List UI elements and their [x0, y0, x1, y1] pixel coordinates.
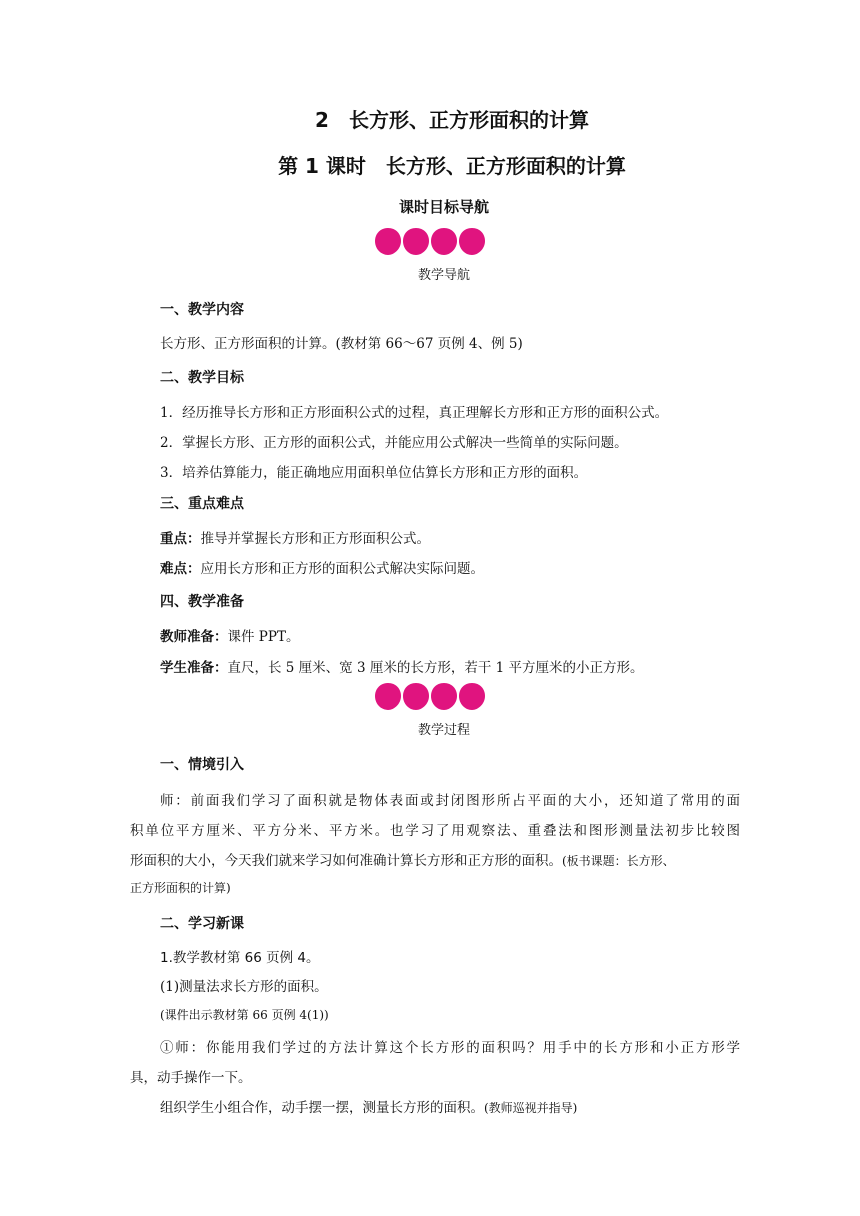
petal-icon — [403, 683, 429, 710]
step-1-heading: 1.教学教材第 66 页例 4。 — [160, 950, 320, 966]
group-work-line — [160, 1096, 770, 1116]
question-1-line-1: ①师：你能用我们学过的方法计算这个长方形的面积吗？用手中的长方形和小正方形学 — [160, 1040, 740, 1056]
petal-icon — [459, 228, 485, 255]
intro-paragraph-line-2: 积单位平方厘米、平方分米、平方米。也学习了用观察法、重叠法和图形测量法初步比较图 — [130, 823, 740, 839]
decorative-dots-2 — [0, 681, 860, 713]
intro-board-note-cont: 正方形面积的计算) — [130, 881, 231, 895]
section-heading-keypoints: 三、重点难点 — [160, 496, 244, 512]
intro-paragraph-line-1: 师：前面我们学习了面积就是物体表面或封闭图形所占平面的大小，还知道了常用的面 — [160, 793, 740, 809]
key-point-label: 重点： — [160, 531, 201, 547]
petal-icon — [431, 228, 457, 255]
key-point-line — [160, 527, 770, 547]
petal-icon — [459, 683, 485, 710]
section-heading-goals: 二、教学目标 — [160, 370, 244, 386]
intro-line-3-text: 形面积的大小，今天我们就来学习如何准确计算长方形和正方形的面积。 — [130, 853, 562, 869]
section-heading-preparation: 四、教学准备 — [160, 594, 244, 610]
lesson-goal-nav-heading: 课时目标导航 — [398, 198, 489, 216]
petal-icon — [431, 683, 457, 710]
teacher-prep-line — [160, 625, 770, 645]
student-prep-text: 直尺，长 5 厘米、宽 3 厘米的长方形，若干 1 平方厘米的小正方形。 — [227, 660, 644, 676]
goal-item-3: 3．培养估算能力，能正确地应用面积单位估算长方形和正方形的面积。 — [160, 465, 588, 481]
question-1-line-2: 具，动手操作一下。 — [130, 1070, 252, 1086]
goal-item-2: 2．掌握长方形、正方形的面积公式，并能应用公式解决一些简单的实际问题。 — [160, 435, 628, 451]
difficulty-text: 应用长方形和正方形的面积公式解决实际问题。 — [200, 561, 484, 577]
student-prep-label: 学生准备： — [160, 660, 228, 676]
petal-icon-group — [375, 683, 485, 710]
group-work-note: (教师巡视并指导) — [484, 1101, 578, 1115]
difficulty-label: 难点： — [160, 561, 201, 577]
key-point-text: 推导并掌握长方形和正方形面积公式。 — [200, 531, 430, 547]
petal-icon — [375, 228, 401, 255]
teaching-nav-heading: 教学导航 — [417, 268, 470, 283]
section-heading-new-lesson: 二、学习新课 — [160, 916, 244, 932]
group-work-text: 组织学生小组合作，动手摆一摆，测量长方形的面积。 — [160, 1100, 484, 1116]
intro-board-note: (板书课题：长方形、 — [562, 854, 675, 868]
lesson-title: 第 1 课时 长方形、正方形面积的计算 — [278, 154, 626, 178]
decorative-dots-1 — [0, 226, 860, 258]
teacher-prep-label: 教师准备： — [160, 629, 228, 645]
step-1-courseware-note: (课件出示教材第 66 页例 4(1)) — [160, 1008, 329, 1022]
intro-paragraph-line-3 — [130, 849, 740, 869]
content-text: 长方形、正方形面积的计算。(教材第 66～67 页例 4、例 5) — [160, 336, 523, 352]
difficulty-line — [160, 557, 770, 577]
section-heading-intro: 一、情境引入 — [160, 757, 244, 773]
petal-icon — [403, 228, 429, 255]
chapter-title: 2 长方形、正方形面积的计算 — [315, 108, 589, 132]
step-1-subheading: (1)测量法求长方形的面积。 — [160, 979, 328, 995]
teaching-process-heading: 教学过程 — [417, 723, 470, 738]
goal-item-1: 1．经历推导长方形和正方形面积公式的过程，真正理解长方形和正方形的面积公式。 — [160, 405, 669, 421]
teacher-prep-text: 课件 PPT。 — [227, 629, 300, 645]
student-prep-line — [160, 656, 770, 676]
section-heading-content: 一、教学内容 — [160, 302, 244, 318]
petal-icon-group — [375, 228, 485, 255]
petal-icon — [375, 683, 401, 710]
